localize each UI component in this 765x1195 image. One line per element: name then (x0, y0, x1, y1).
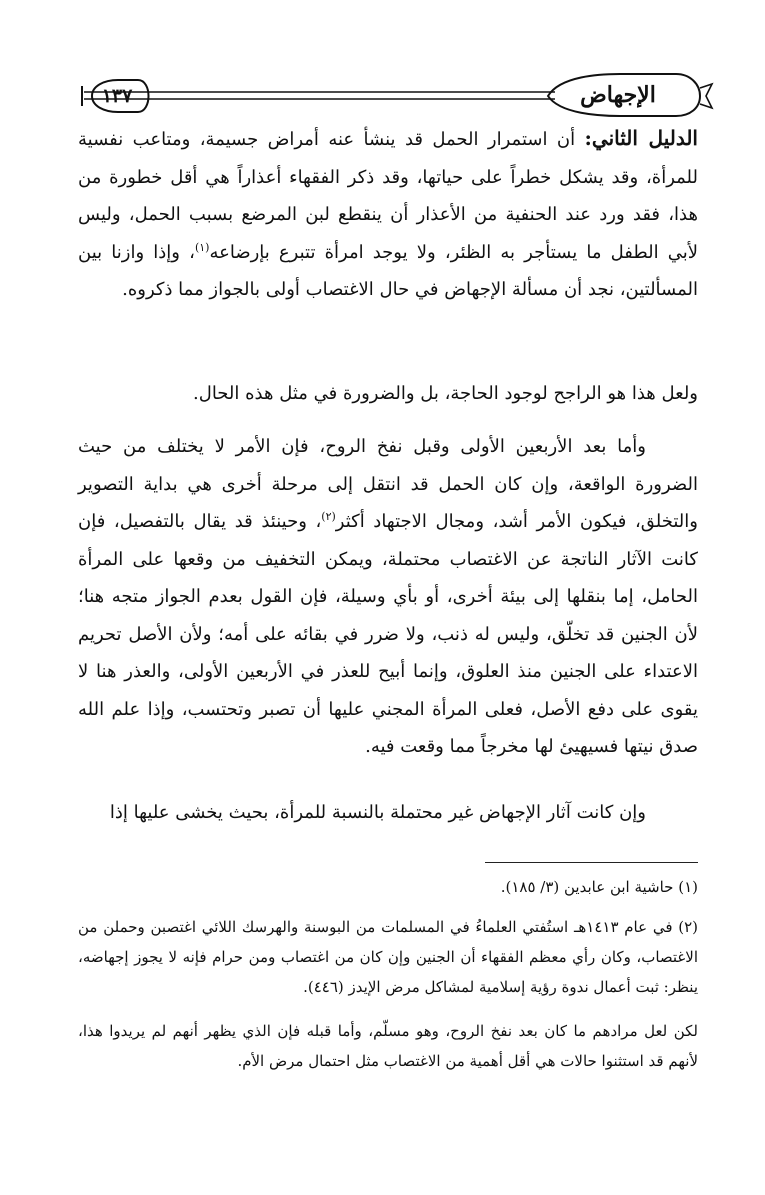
running-header (0, 0, 765, 130)
footnote-ref-2[interactable]: (٢) (321, 510, 336, 523)
paragraph-text: وإن كانت آثار الإجهاض غير محتملة بالنسبة للمرأة، بحيث يخشى عليها إذا (109, 802, 646, 823)
footnote-ref-1[interactable]: (١) (194, 240, 210, 254)
evidence-heading: الدليل الثاني: (584, 126, 698, 150)
paragraph-text-cont: ، وإذا وازنا بين المسألتين، نجد أن مسألة الإجهاض في حال الاغتصاب أولى بالجواز مما ذكروه. (78, 241, 698, 300)
footnote-2-continued: لكن لعل مرادهم ما كان بعد نفخ الروح، وهو مسلّم، وأما قبله فإن الذي يظهر أنهم لم يريدوا هذا، لأنهم قد استثنوا حالات هي أقل أهمية من الاغتصاب مثل احتمال مرض الأم. (78, 1022, 698, 1070)
paragraph-text: ولعل هذا هو الراجح لوجود الحاجة، بل والضرورة في مثل هذه الحال. (193, 383, 698, 404)
paragraph-text: أن استمرار الحمل قد ينشأ عنه أمراض جسيمة، ومتاعب نفسية للمرأة، وقد يشكل خطراً على حياتها، وقد ذكر الفقهاء أعذاراً هي أقل خطورة من هذا، فقد ورد عند الحنفية من الأعذار أن ينقطع لبن المرضع بسبب الحمل، وليس لأبي الطفل ما يستأجر به الظئر، ولا يوجد امرأة تتبرع بإرضاعه (78, 129, 699, 263)
paragraph-text-cont: ، وحينئذ قد يقال بالتفصيل، فإن كانت الآثار الناتجة عن الاغتصاب محتملة، ويمكن التخفيف من وقعها على المرأة الحامل، إما بنقلها إلى بيئة أخرى، أو بأي وسيلة، فإن القول بعدم الجواز متجه هنا؛ لأن الجنين قد تخلّق، وليس له ذنب، ولا ضرر في بقائه على أمه؛ ولأن الأصل تحريم الاعتداء على الجنين منذ العلوق، وإنما أبيح للعذر في الأربعين الأولى، والعذر هنا لا يقوى على دفع الأصل، فعلى المرأة المجني عليها أن تصبر وتحتسب، وإذا علم الله صدق نيتها فسيهيئ لها مخرجاً مما وقعت فيه. (78, 511, 698, 757)
chapter-title: الإجهاض (580, 82, 656, 108)
footnote-divider (485, 862, 698, 863)
footnote-2: (٢) في عام ١٤١٣هـ استُفتي العلماءُ في المسلمات من البوسنة والهرسك اللائي اغتصبن وحملن من الاغتصاب، وكان رأي معظم الفقهاء أن الجنين وإن كان من اغتصاب ومن حرام فإنه لا يجوز إجهاضه، ينظر: ثبت أعمال ندوة رؤية إسلامية لمشاكل مرض الإيدز (٤٤٦). (78, 918, 699, 996)
header-ornament (0, 0, 765, 130)
paragraph-preferred-view (78, 375, 698, 413)
paragraph-after-forty (78, 428, 698, 766)
page-number: ١٣٧ (101, 85, 133, 107)
footnote-1: (١) حاشية ابن عابدين (٣/ ١٨٥). (500, 878, 698, 896)
paragraph-text: وأما بعد الأربعين الأولى وقبل نفخ الروح، فإن الأمر لا يختلف من حيث الضرورة الواقعة، وإن كان الحمل قد انتقل إلى مرحلة أخرى هي بداية التصوير والتخلق، فيكون الأمر أشد، ومجال الاجتهاد أكثر (78, 436, 698, 532)
paragraph-second-evidence (78, 120, 698, 309)
paragraph-unbearable-effects (78, 794, 698, 832)
